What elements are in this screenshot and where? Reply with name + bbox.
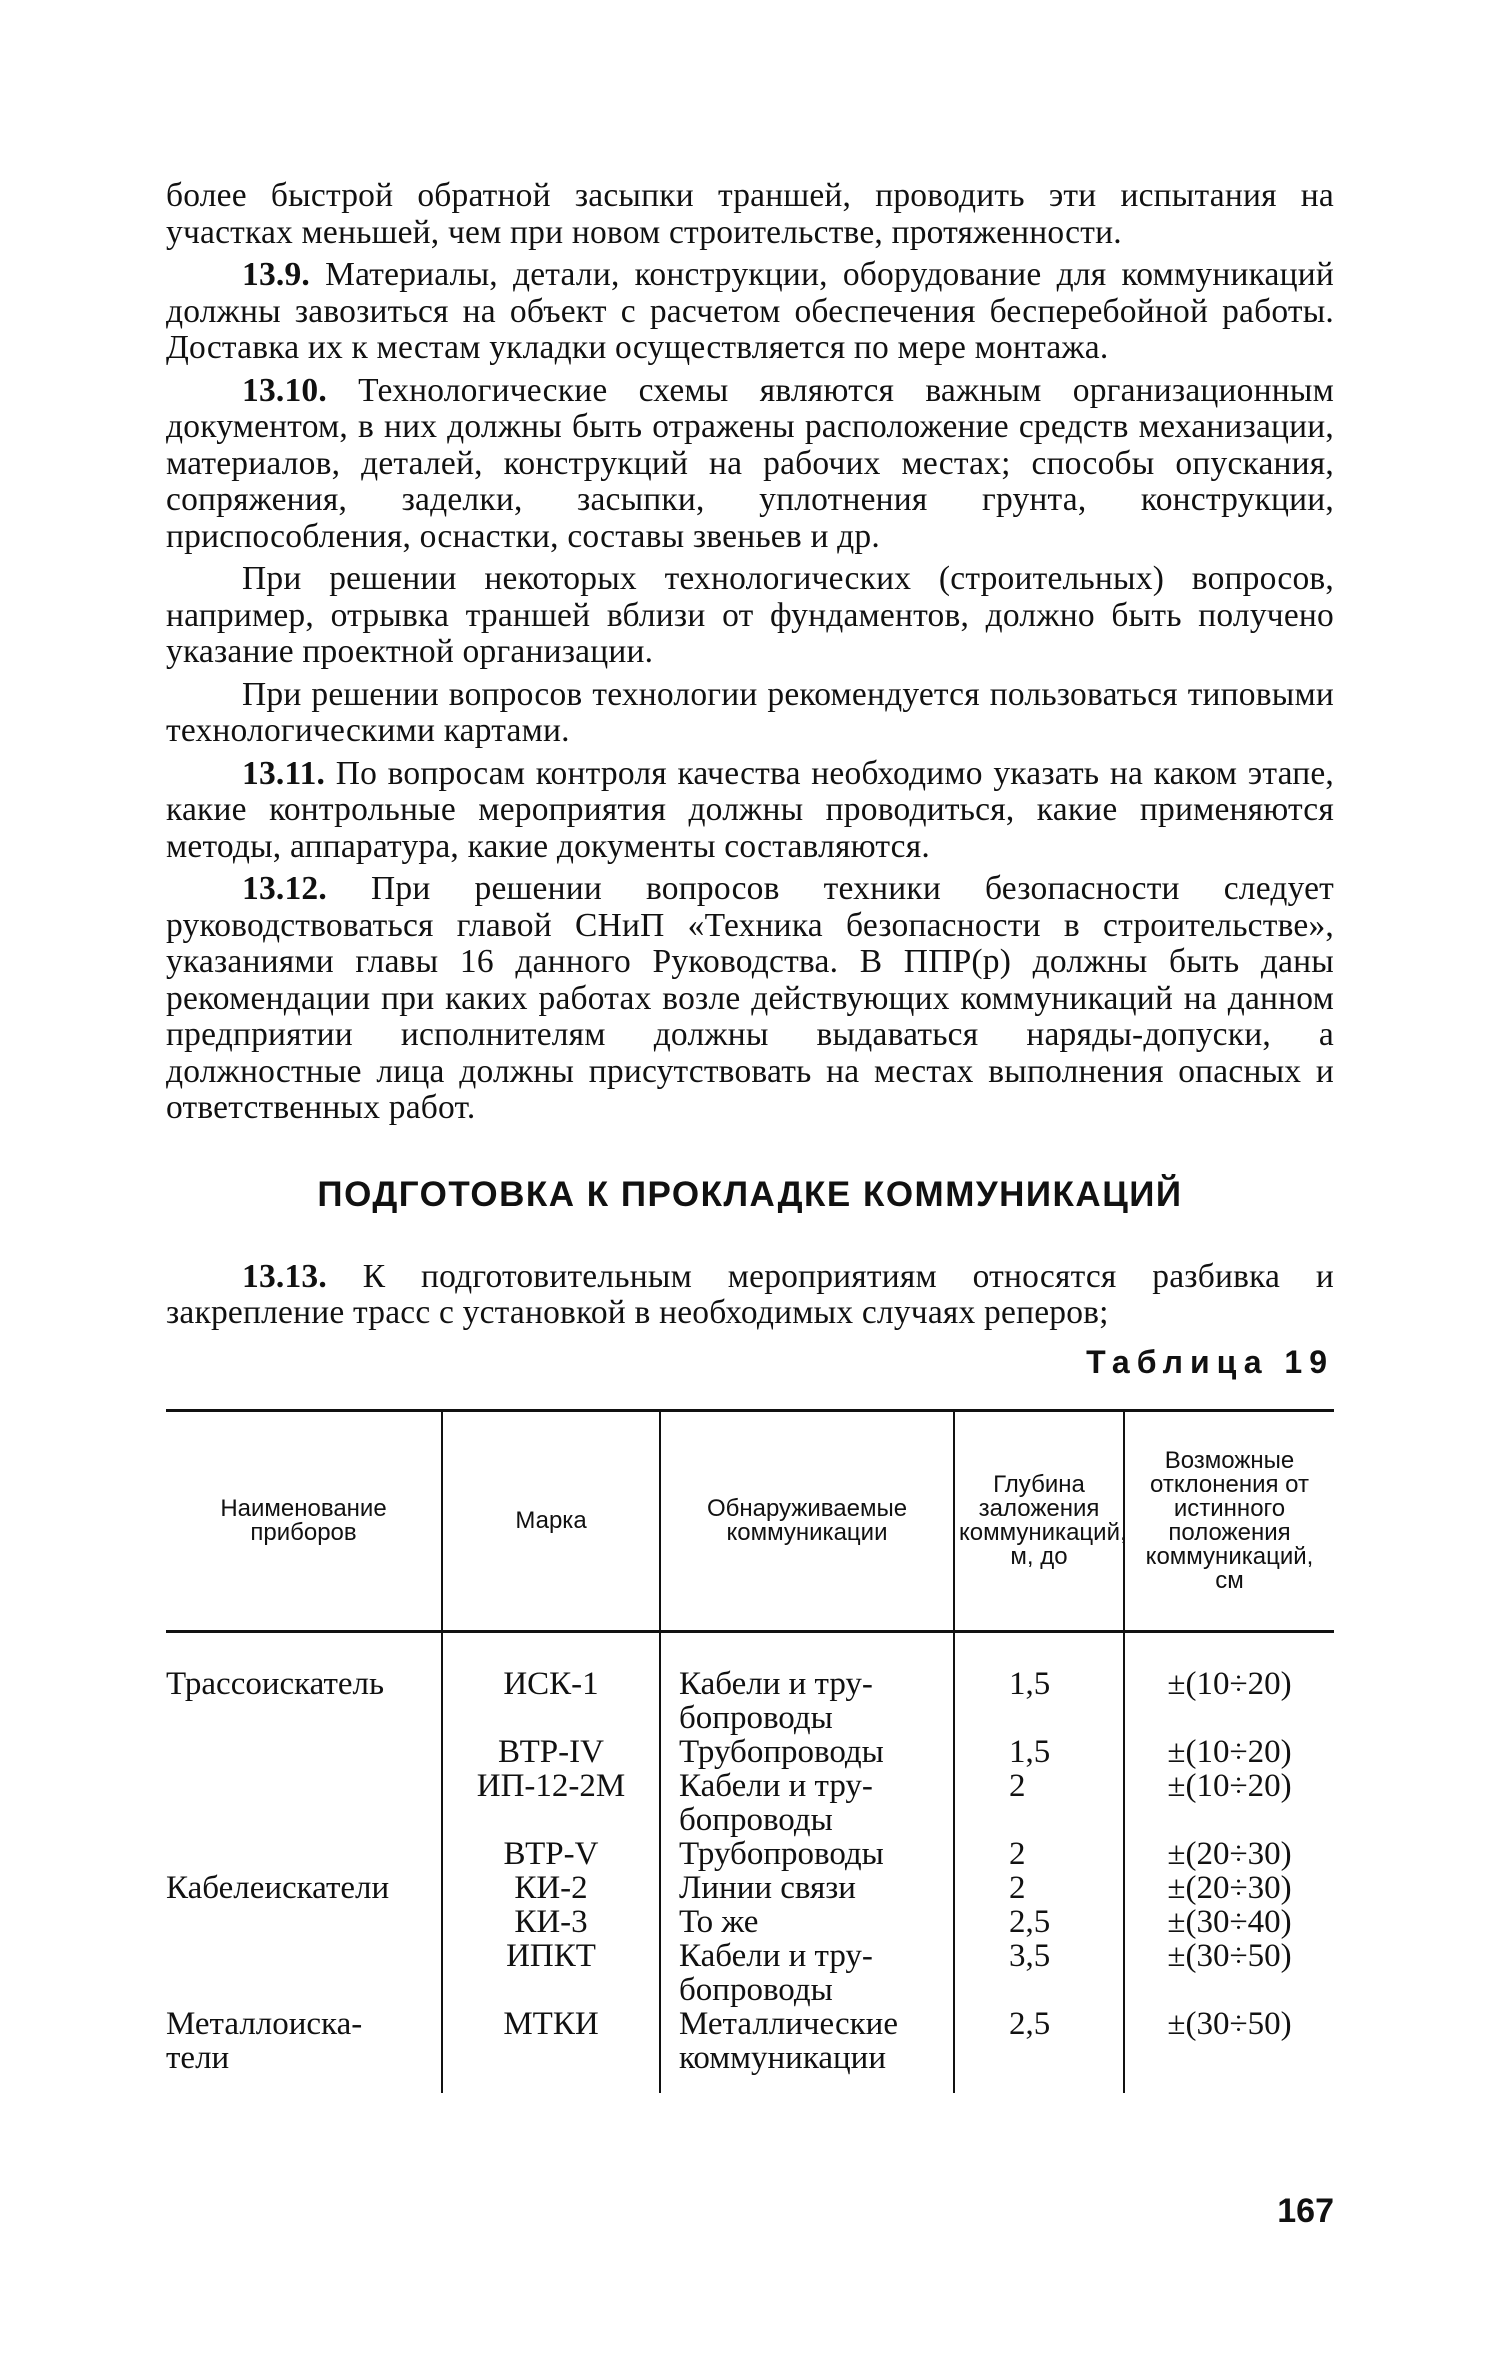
cell-deviation: ±(20÷30) ±(20÷30) ±(30÷40) ±(30÷50)	[1124, 1837, 1334, 2007]
table-row	[166, 1631, 1334, 1837]
cell-name: Трассоискатель	[166, 1665, 385, 1702]
cell-depth: 2,5	[954, 2007, 1124, 2093]
table-header-row	[166, 1410, 1334, 1631]
header-depth: Глубина заложения коммуникаций, м, до	[954, 1410, 1124, 1631]
cell-deviation: ±(30÷50)	[1124, 2007, 1334, 2093]
table-row	[166, 1837, 1334, 2007]
header-instrument-name: Наименование приборов	[166, 1410, 442, 1631]
cell-depth: 2 2 2,5 3,5	[954, 1837, 1124, 2007]
paragraph-continuation: более быстрой обратной засыпки траншей, проводить эти испытания на участках меньшей, чем при новом строительстве, протяженности.	[166, 177, 1334, 251]
cell-mark: МТКИ	[442, 2007, 660, 2093]
section-title: ПОДГОТОВКА К ПРОКЛАДКЕ КОММУНИКАЦИЙ	[317, 1174, 1183, 1214]
cell-communications: Кабели и тру- бопроводы Трубопроводы Кабели и тру- бопроводы	[660, 1631, 954, 1837]
paragraph-foundation-note: При решении некоторых технологических (строительных) вопросов, например, отрывка траншей вблизи от фундаментов, должно быть получено указание проектной организации.	[166, 560, 1334, 670]
table-caption: Таблица 19	[1086, 1343, 1334, 1380]
paragraph-typical-maps: При решении вопросов технологии рекомендуется пользоваться типовыми технологическими картами.	[166, 675, 1334, 749]
table-row	[166, 2007, 1334, 2093]
cell-mark: ВТР-V КИ-2 КИ-3 ИПКТ	[442, 1837, 660, 2007]
paragraph-13-11: 13.11. По вопросам контроля качества необходимо указать на каком этапе, какие контрольные мероприятия должны проводиться, какие применяются методы, аппаратура, какие документы составляются.	[166, 754, 1334, 865]
page-number: 167	[1277, 2192, 1334, 2230]
paragraph-13-12: 13.12. При решении вопросов техники безопасности следует руководствоваться главой СНиП «Техника безопасности в строительстве», указаниями главы 16 данного Руководства. В ППР(р) должны быть даны рекомендации при каких работах возле действующих коммуникаций на данном предприятии исполнителям должны выдаваться наряды-допуски, а должностные лица должны присутствовать на местах выполнения опасных и ответственных работ.	[166, 870, 1334, 1126]
paragraph-13-13: 13.13. К подготовительным мероприятиям относятся разбивка и закрепление трасс с установкой в необходимых случаях реперов;	[166, 1257, 1334, 1331]
cell-depth: 1,5 1,5 2	[954, 1631, 1124, 1837]
header-mark: Марка	[442, 1410, 660, 1631]
cell-communications: Металлические коммуникации	[660, 2007, 954, 2093]
cell-communications: Трубопроводы Линии связи То же Кабели и тру- бопроводы	[660, 1837, 954, 2007]
paragraph-13-10: 13.10. Технологические схемы являются важным организационным документом, в них должны быть отражены расположение средств механизации, материалов, деталей, конструкций на рабочих местах; способы опускания, сопряжения, заделки, засыпки, уплотнения грунта, конструкции, приспособления, оснастки, составы звеньев и др.	[166, 371, 1334, 555]
instruments-table	[166, 1409, 1334, 2093]
page-content	[166, 178, 1334, 2093]
cell-mark: ИСК-1 ВТР-IV ИП-12-2М	[442, 1631, 660, 1837]
header-deviation: Возможные отклонения от истинного положения коммуникаций, см	[1124, 1410, 1334, 1631]
header-communications: Обнаруживаемые коммуникации	[660, 1410, 954, 1631]
cell-deviation: ±(10÷20) ±(10÷20) ±(10÷20)	[1124, 1631, 1334, 1837]
cell-name: Кабелеискатели	[166, 1869, 390, 1906]
paragraph-13-9: 13.9. Материалы, детали, конструкции, оборудование для коммуникаций должны завозиться на объект с расчетом обеспечения бесперебойной работы. Доставка их к местам укладки осуществляется по мере монтажа.	[166, 256, 1334, 366]
cell-name: Металлоиска- тели	[166, 2005, 363, 2076]
